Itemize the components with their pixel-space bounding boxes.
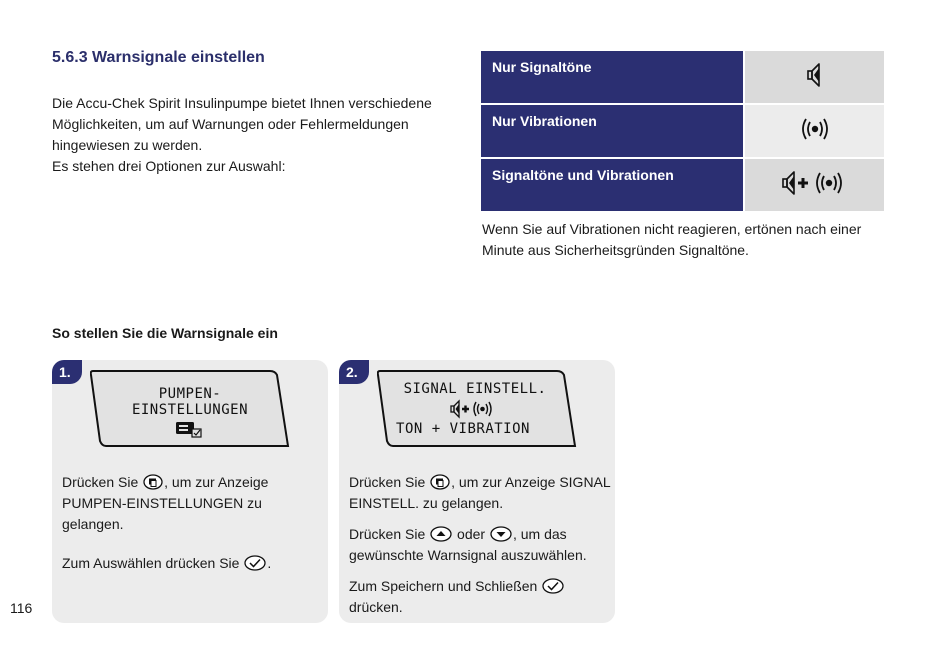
step-1-paragraph-1 <box>62 472 324 535</box>
vibration-icon <box>744 104 884 158</box>
text-fragment: . <box>267 555 272 571</box>
option-row-sound-vibration <box>481 158 884 212</box>
vibration-note: Wenn Sie auf Vibrationen nicht reagieren, ertönen nach einer Minute aus Sicherheitsgründen Signaltöne. <box>482 221 862 258</box>
text-fragment: Drücken Sie <box>349 474 430 490</box>
text-fragment: oder <box>453 526 489 542</box>
option-row-sound <box>481 51 884 104</box>
text-fragment: , um das gewünschte Warnsignal auszuwählen. <box>349 526 587 563</box>
step-1-card <box>52 360 328 623</box>
text-fragment: Zum Auswählen drücken Sie <box>62 555 244 571</box>
text-fragment: Drücken Sie <box>349 526 430 542</box>
intro-paragraph-1: Die Accu-Chek Spirit Insulinpumpe bietet Ihnen verschiedene Möglichkeiten, um auf Warnungen oder Fehlermeldungen hingewiesen zu werden. <box>52 95 432 153</box>
text-fragment: Zum Speichern und Schließen <box>349 578 542 594</box>
step-2-paragraph-2 <box>349 524 611 566</box>
text-fragment: Drücken Sie <box>62 474 143 490</box>
option-label-vibration: Nur Vibrationen <box>481 104 744 158</box>
intro-paragraph-2: Es stehen drei Optionen zur Auswahl: <box>52 158 286 174</box>
signal-options-table <box>481 51 884 213</box>
display-line-1: SIGNAL EINSTELL. <box>403 381 547 397</box>
step-2-card <box>339 360 615 623</box>
pump-display-step-1 <box>90 369 290 449</box>
option-label-sound: Nur Signaltöne <box>481 51 744 104</box>
step-2-paragraph-1 <box>349 472 611 514</box>
check-button-icon <box>244 555 266 571</box>
page-number: 116 <box>10 600 33 616</box>
step-number-badge: 2. <box>339 360 369 384</box>
option-row-vibration <box>481 104 884 158</box>
pump-display-step-2 <box>377 369 577 449</box>
step-1-paragraph-2 <box>62 553 324 574</box>
how-to-title: So stellen Sie die Warnsignale ein <box>52 325 278 341</box>
up-button-icon <box>430 526 452 542</box>
text-fragment: drücken. <box>349 599 403 615</box>
text-fragment: , um zur Anzeige SIGNAL EINSTELL. zu gelangen. <box>349 474 611 511</box>
text-fragment: , um zur Anzeige PUMPEN-EINSTELLUNGEN zu gelangen. <box>62 474 269 532</box>
down-button-icon <box>490 526 512 542</box>
speaker-plus-vibration-icon <box>744 158 884 212</box>
step-1-instructions <box>62 472 324 584</box>
step-2-paragraph-3 <box>349 576 611 618</box>
menu-button-icon <box>430 474 450 490</box>
intro-text <box>52 93 452 177</box>
section-title: 5.6.3 Warnsignale einstellen <box>52 49 265 66</box>
step-2-instructions <box>349 472 611 628</box>
menu-button-icon <box>143 474 163 490</box>
option-label-sound-vibration: Signaltöne und Vibrationen <box>481 158 744 212</box>
display-line-2: EINSTELLUNGEN <box>131 402 249 418</box>
step-number-badge: 1. <box>52 360 82 384</box>
display-line-2: TON + VIBRATION <box>396 421 530 437</box>
check-button-icon <box>542 578 564 594</box>
speaker-icon <box>744 51 884 104</box>
display-line-1: PUMPEN- <box>158 386 222 402</box>
